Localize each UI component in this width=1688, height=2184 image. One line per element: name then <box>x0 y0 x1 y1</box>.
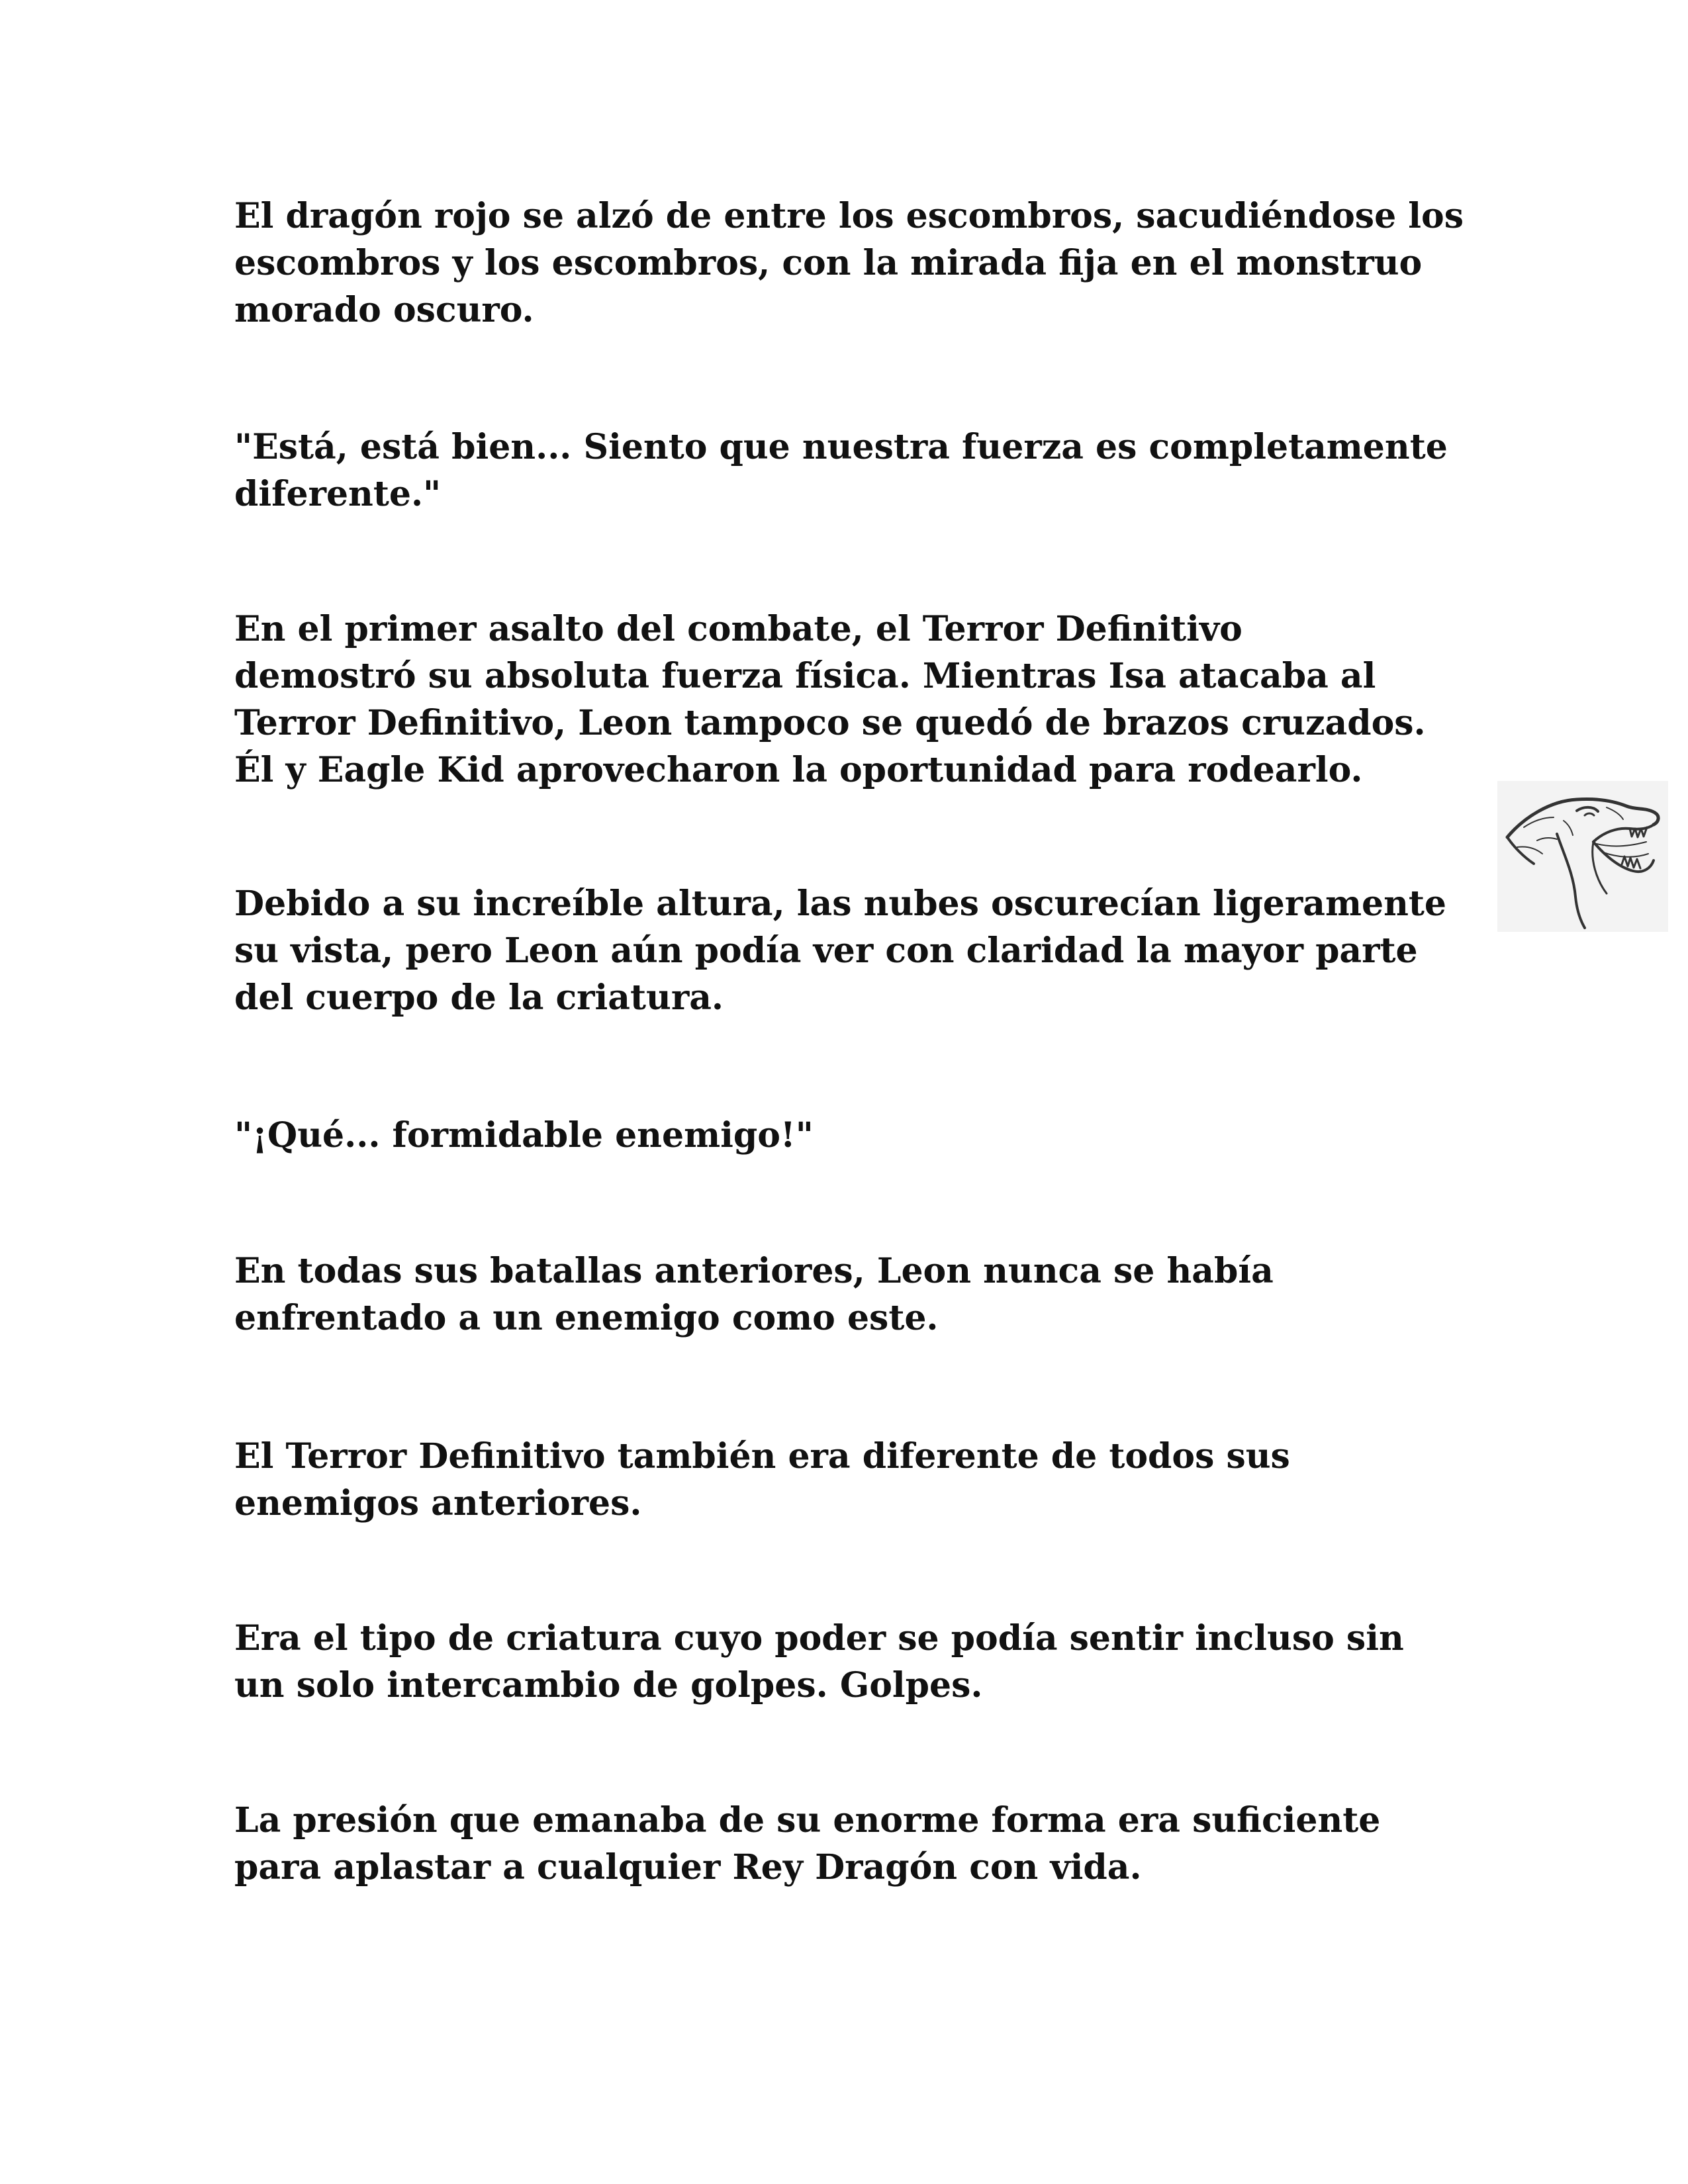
paragraph-6: En todas sus batallas anteriores, Leon nunca se había enfrentado a un enemigo como este. <box>234 1251 1274 1338</box>
paragraph-7: El Terror Definitivo también era diferente de todos sus enemigos anteriores. <box>234 1436 1290 1524</box>
paragraph-4: Debido a su increíble altura, las nubes oscurecían ligeramente su vista, pero Leon aún podía ver con claridad la mayor parte del cuerpo de la criatura. <box>234 884 1446 1018</box>
paragraph-1: El dragón rojo se alzó de entre los escombros, sacudiéndose los escombros y los escombros, con la mirada fija en el monstruo morado oscuro. <box>234 196 1464 330</box>
paragraph-2: "Está, está bien... Siento que nuestra fuerza es completamente diferente." <box>234 427 1448 514</box>
paragraph-5: "¡Qué... formidable enemigo!" <box>234 1115 814 1156</box>
paragraph-9: La presión que emanaba de su enorme forma era suficiente para aplastar a cualquier Rey Dragón con vida. <box>234 1800 1381 1888</box>
paragraph-8: Era el tipo de criatura cuyo poder se podía sentir incluso sin un solo intercambio de golpes. Golpes. <box>234 1618 1404 1706</box>
paragraph-3: En el primer asalto del combate, el Terror Definitivo demostró su absoluta fuerza física. Mientras Isa atacaba al Terror Definitivo, Leon tampoco se quedó de brazos cruzados. Él y Eagle Kid aprovecharon la oportunidad para rodearlo. <box>234 609 1426 790</box>
dinosaur-head-sketch-icon <box>1497 781 1668 932</box>
